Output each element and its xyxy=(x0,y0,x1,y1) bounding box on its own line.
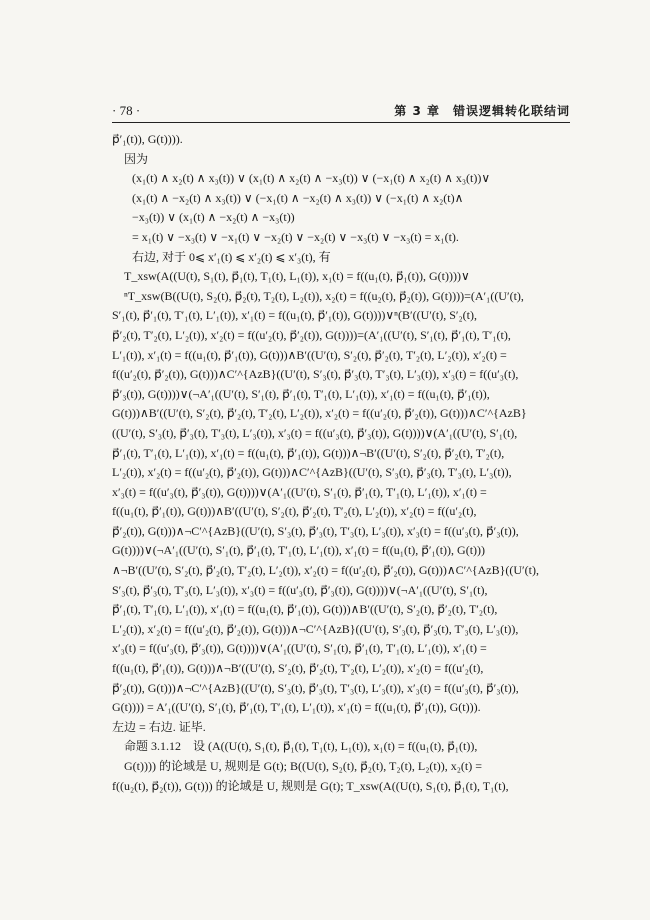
text-line: f((u₂(t), p⃗₂(t)), G(t))) 的论域是 U, 规则是 G(t); T_xsw(A((U(t), S₁(t), p⃗₁(t), T₁(t), xyxy=(112,778,509,793)
page-body xyxy=(112,130,572,796)
text-line: S′₃(t), p⃗′₃(t), T′₃(t), L′₃(t)), x′₃(t) = f((u′₃(t), p⃗′₃(t)), G(t))))∨(¬A′₁((U′(t), S′₁(t), xyxy=(112,582,488,597)
text-line: ((U′(t), S′₃(t), p⃗′₃(t), T′₃(t), L′₃(t)), x′₃(t) = f((u′₃(t), p⃗′₃(t)), G(t))))∨(A′₁((U′(t), S′₁(t), xyxy=(112,425,518,440)
text-line: x′₃(t) = f((u′₃(t), p⃗′₃(t)), G(t))))∨(A′₁((U′(t), S′₁(t), p⃗′₁(t), T′₁(t), L′₁(t)), x′₁(t) = xyxy=(112,641,487,656)
text-line: 右边, 对于 0⩽ x′₁(t) ⩽ x′₂(t) ⩽ x′₃(t), 有 xyxy=(132,249,331,264)
text-line: x′₃(t) = f((u′₃(t), p⃗′₃(t)), G(t))))∨(A′₁((U′(t), S′₁(t), p⃗′₁(t), T′₁(t), L′₁(t)), x′₁(t) = xyxy=(112,484,487,499)
text-line: G(t)))∧B′((U′(t), S′₂(t), p⃗′₂(t), T′₂(t), L′₂(t)), x′₂(t) = f((u′₂(t), p⃗′₂(t)), G(t)))∧C′^{AzB} xyxy=(112,406,527,421)
text-line: (x₁(t) ∧ x₂(t) ∧ x₃(t)) ∨ (x₁(t) ∧ x₂(t) ∧ −x₃(t)) ∨ (−x₁(t) ∧ x₂(t) ∧ x₃(t))∨ xyxy=(132,171,491,186)
text-line: p⃗′₂(t)), G(t)))∧¬C′^{AzB}((U′(t), S′₃(t), p⃗′₃(t), T′₃(t), L′₃(t)), x′₃(t) = f((u′₃(t), p⃗′₃(t)), xyxy=(112,523,519,538)
text-line: p⃗′₃(t)), G(t))))∨(¬A′₁((U′(t), S′₁(t), p⃗′₁(t), T′₁(t), L′₁(t)), x′₁(t) = f((u₁(t), p⃗′₁(t)), xyxy=(112,386,490,401)
text-line: G(t)))) = A′₁((U′(t), S′₁(t), p⃗′₁(t), T′₁(t), L′₁(t)), x′₁(t) = f((u₁(t), p⃗′₁(t)), G(t))). xyxy=(112,700,481,715)
text-line: p⃗′₂(t), T′₂(t), L′₂(t)), x′₂(t) = f((u′₂(t), p⃗′₂(t)), G(t))))=(A′₁((U′(t), S′₁(t), p⃗′₁(t), T′₁(t), xyxy=(112,327,511,342)
text-line: f((u′₂(t), p⃗′₂(t)), G(t)))∧C′^{AzB}((U′(t), S′₃(t), p⃗′₃(t), T′₃(t), L′₃(t)), x′₃(t) = f((u′₃(t), xyxy=(112,367,519,382)
text-line: ∧¬B′((U′(t), S′₂(t), p⃗′₂(t), T′₂(t), L′₂(t)), x′₂(t) = f((u′₂(t), p⃗′₂(t)), G(t)))∧C′^{AzB}((U′(t), xyxy=(112,563,539,578)
text-line: 左边 = 右边. 证毕. xyxy=(112,719,206,734)
text-line: G(t)))) 的论域是 U, 规则是 G(t); B((U(t), S₂(t), p⃗₂(t), T₂(t), L₂(t)), x₂(t) = xyxy=(124,759,483,773)
text-line: f((u₁(t), p⃗′₁(t)), G(t)))∧B′((U′(t), S′₂(t), p⃗′₂(t), T′₂(t), L′₂(t)), x′₂(t) = f((u′₂(t), xyxy=(112,504,477,519)
text-line: −x₃(t)) ∨ (x₁(t) ∧ −x₂(t) ∧ −x₃(t)) xyxy=(132,210,295,225)
text-line: T_xsw(A((U(t), S₁(t), p⃗₁(t), T₁(t), L₁(t)), x₁(t) = f((u₁(t), p⃗₁(t)), G(t))))∨ xyxy=(124,269,470,284)
text-line: S′₁(t), p⃗′₁(t), T′₁(t), L′₁(t)), x′₁(t) = f((u₁(t), p⃗′₁(t)), G(t))))∨ⁿ(B′((U′(t), S′₂(t), xyxy=(112,308,478,323)
text-line: ⁿT_xsw(B((U(t), S₂(t), p⃗₂(t), T₂(t), L₂(t)), x₂(t) = f((u₂(t), p⃗₂(t)), G(t))))=(A′₁((U′(t), xyxy=(124,288,524,303)
text-line: p⃗′₁(t)), G(t)))). xyxy=(112,132,183,146)
text-line: p⃗′₁(t), T′₁(t), L′₁(t)), x′₁(t) = f((u₁(t), p⃗′₁(t)), G(t)))∧B′((U′(t), S′₂(t), p⃗′₂(t), T′₂(t), xyxy=(112,602,498,617)
page-number: · 78 · xyxy=(112,103,141,118)
text-line: p⃗′₁(t), T′₁(t), L′₁(t)), x′₁(t) = f((u₁(t), p⃗′₁(t)), G(t)))∧¬B′((U′(t), S′₂(t), p⃗′₂(t), T′₂(t), xyxy=(112,445,505,460)
text-line: = x₁(t) ∨ −x₃(t) ∨ −x₁(t) ∨ −x₂(t) ∨ −x₂(t) ∨ −x₃(t) ∨ −x₃(t) = x₁(t). xyxy=(132,229,459,244)
chapter-title: 第 3 章 错误逻辑转化联结词 xyxy=(394,104,570,118)
text-line: f((u₁(t), p⃗′₁(t)), G(t)))∧¬B′((U′(t), S′₂(t), p⃗′₂(t), T′₂(t), L′₂(t)), x′₂(t) = f((u′₂(t), xyxy=(112,661,484,676)
text-line: L′₂(t)), x′₂(t) = f((u′₂(t), p⃗′₂(t)), G(t)))∧C′^{AzB}((U′(t), S′₃(t), p⃗′₃(t), T′₃(t), L′₃(t)), xyxy=(112,465,512,480)
text-line: p⃗′₂(t)), G(t)))∧¬C′^{AzB}((U′(t), S′₃(t), p⃗′₃(t), T′₃(t), L′₃(t)), x′₃(t) = f((u′₃(t), p⃗′₃(t)), xyxy=(112,680,519,695)
text-line: 因为 xyxy=(124,151,149,166)
text-line: L′₁(t)), x′₁(t) = f((u₁(t), p⃗′₁(t)), G(t)))∧B′((U′(t), S′₂(t), p⃗′₂(t), T′₂(t), L′₂(t)), x′₂(t) = xyxy=(112,347,507,362)
text-line: (x₁(t) ∧ −x₂(t) ∧ x₃(t)) ∨ (−x₁(t) ∧ −x₂(t) ∧ x₃(t)) ∨ (−x₁(t) ∧ x₂(t)∧ xyxy=(132,190,464,205)
text-line: G(t))))∨(¬A′₁((U′(t), S′₁(t), p⃗′₁(t), T′₁(t), L′₁(t)), x′₁(t) = f((u₁(t), p⃗′₁(t)), G(t))) xyxy=(112,543,486,558)
page-header xyxy=(112,100,570,123)
text-line: 命题 3.1.12 设 (A((U(t), S₁(t), p⃗₁(t), T₁(t), L₁(t)), x₁(t) = f((u₁(t), p⃗₁(t)), xyxy=(124,739,478,754)
text-line: L′₂(t)), x′₂(t) = f((u′₂(t), p⃗′₂(t)), G(t)))∧¬C′^{AzB}((U′(t), S′₃(t), p⃗′₃(t), T′₃(t), L′₃(t)), xyxy=(112,621,519,636)
